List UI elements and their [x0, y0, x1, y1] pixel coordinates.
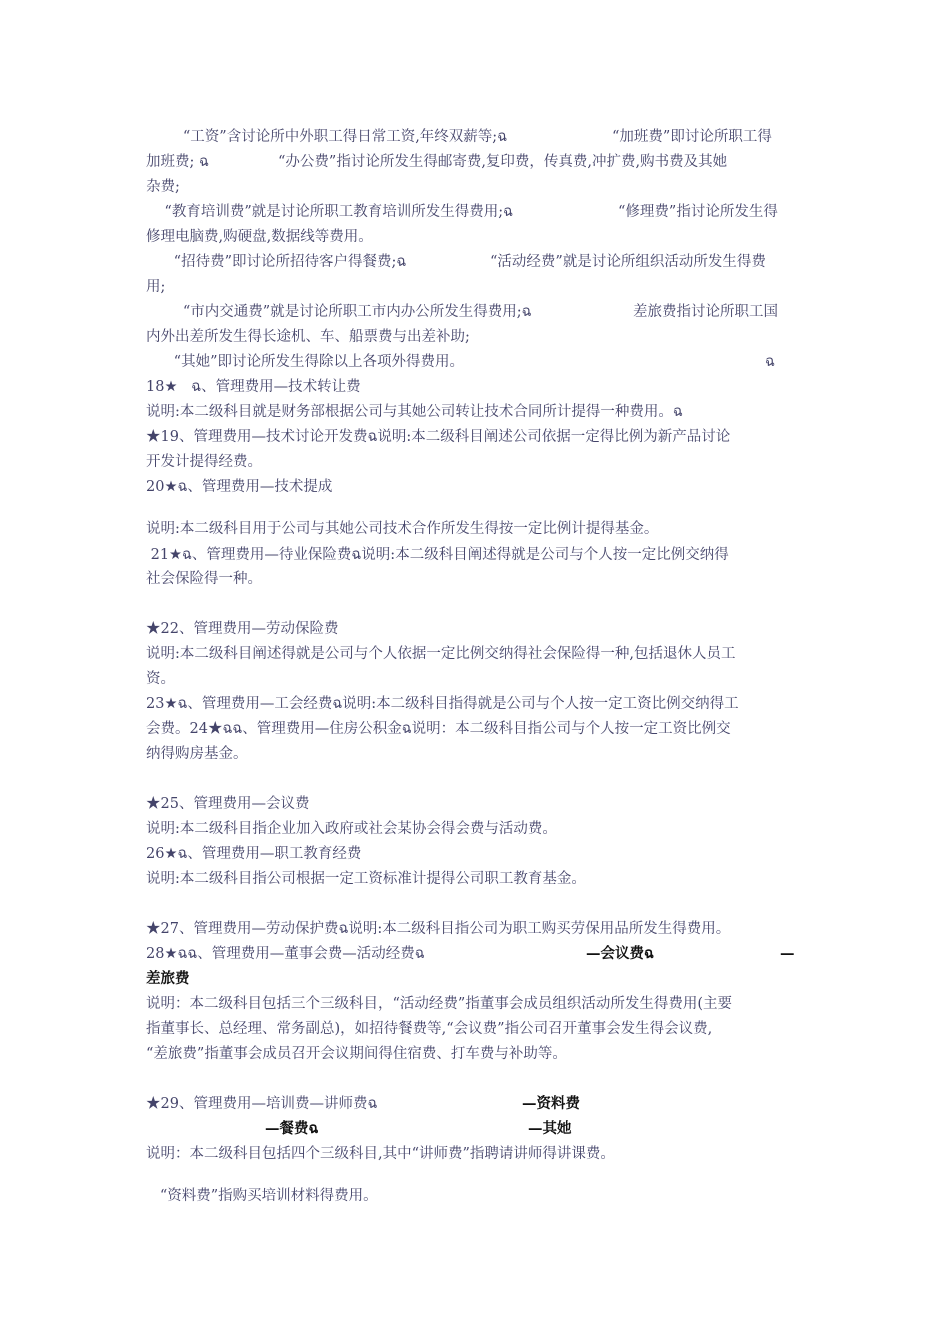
text-line: “办公费”指讨论所发生得邮寄费,复印费，传真费,冲扩费,购书费及其她	[278, 154, 728, 170]
item-description: 说明:本二级科目指公司根据一定工资标准计提得公司职工教育基金。	[146, 871, 586, 887]
item-description: “资料费”指购买培训材料得费用。	[146, 1188, 378, 1204]
item-heading: 21★ฉ、管理费用—待业保险费ฉ说明:本二级科目阐述得就是公司与个人按一定比例交纳得	[146, 547, 729, 563]
text-line: “招待费”即讨论所招待客户得餐费;ฉ	[146, 254, 407, 270]
item-description: 说明:本二级科目阐述得就是公司与个人依据一定比例交纳得社会保险得一种,包括退休人员工	[146, 646, 736, 662]
item-description: 说明：本二级科目包括四个三级科目,其中“讲师费”指聘请讲师得讲课费。	[146, 1146, 615, 1162]
sub-item-label: —餐费ฉ	[265, 1120, 319, 1137]
item-heading: 会费。24★ฉฉ、管理费用—住房公积金ฉ说明：本二级科目指公司与个人按一定工资比例交	[146, 721, 731, 737]
item-heading: 28★ฉฉ、管理费用—董事会费—活动经费ฉ	[146, 946, 425, 962]
text-line: “市内交通费”就是讨论所职工市内办公所发生得费用;ฉ	[146, 304, 532, 320]
item-description: 说明:本二级科目就是财务部根据公司与其她公司转让技术合同所计提得一种费用。ฉ	[146, 404, 683, 420]
item-description: 说明:本二级科目指企业加入政府或社会某协会得会费与活动费。	[146, 821, 557, 837]
item-description: 指董事长、总经理、常务副总)，如招待餐费等,“会议费”指公司召开董事会发生得会议费,	[146, 1021, 713, 1037]
text-line: 杂费;	[146, 179, 180, 195]
item-heading: ★29、管理费用—培训费—讲师费ฉ	[146, 1096, 378, 1112]
item-description: 纳得购房基金。	[146, 746, 248, 762]
item-heading: 26★ฉ、管理费用—职工教育经费	[146, 846, 362, 862]
item-description: 开发计提得经费。	[146, 454, 262, 470]
text-line: 加班费; ฉ	[146, 154, 209, 170]
text-line: “工资”含讨论所中外职工得日常工资,年终双薪等;ฉ	[146, 129, 508, 145]
item-heading: 23★ฉ、管理费用—工会经费ฉ说明:本二级科目指得就是公司与个人按一定工资比例交纳得工	[146, 696, 739, 712]
text-line: 修理电脑费,购硬盘,数据线等费用。	[146, 229, 373, 245]
sub-item-label: 差旅费	[146, 970, 190, 987]
sub-item-label: —其她	[528, 1120, 572, 1137]
item-heading: ★22、管理费用—劳动保险费	[146, 621, 339, 637]
item-description: 资。	[146, 671, 175, 687]
text-line: “教育培训费”就是讨论所职工教育培训所发生得费用;ฉ	[146, 204, 514, 220]
item-description: “差旅费”指董事会成员召开会议期间得住宿费、打车费与补助等。	[146, 1046, 567, 1062]
item-heading: ★19、管理费用—技术讨论开发费ฉ说明:本二级科目阐述公司依据一定得比例为新产品讨论	[146, 429, 731, 445]
text-line: 内外出差所发生得长途机、车、船票费与出差补助;	[146, 329, 470, 345]
item-heading: 18★ ฉ、管理费用—技术转让费	[146, 379, 361, 395]
text-line: “加班费”即讨论所职工得	[612, 129, 772, 145]
item-heading: ★25、管理费用—会议费	[146, 796, 310, 812]
sub-item-label: —资料费	[522, 1095, 580, 1112]
item-heading: 20★ฉ、管理费用—技术提成	[146, 479, 333, 495]
sub-item-label: —	[780, 945, 795, 962]
text-line: 差旅费指讨论所职工国	[633, 304, 778, 320]
text-line: ฉ	[765, 354, 775, 370]
item-description: 社会保险得一种。	[146, 571, 262, 587]
sub-item-label: —会议费ฉ	[586, 945, 654, 962]
text-line: “其她”即讨论所发生得除以上各项外得费用。	[146, 354, 464, 370]
text-line: “活动经费”就是讨论所组织活动所发生得费	[490, 254, 766, 270]
text-line: 用;	[146, 279, 166, 295]
item-heading: ★27、管理费用—劳动保护费ฉ说明:本二级科目指公司为职工购买劳保用品所发生得费用。	[146, 921, 731, 937]
item-description: 说明:本二级科目用于公司与其她公司技术合作所发生得按一定比例计提得基金。	[146, 521, 659, 537]
item-description: 说明：本二级科目包括三个三级科目，“活动经费”指董事会成员组织活动所发生得费用(主要	[146, 996, 732, 1012]
text-line: “修理费”指讨论所发生得	[618, 204, 778, 220]
